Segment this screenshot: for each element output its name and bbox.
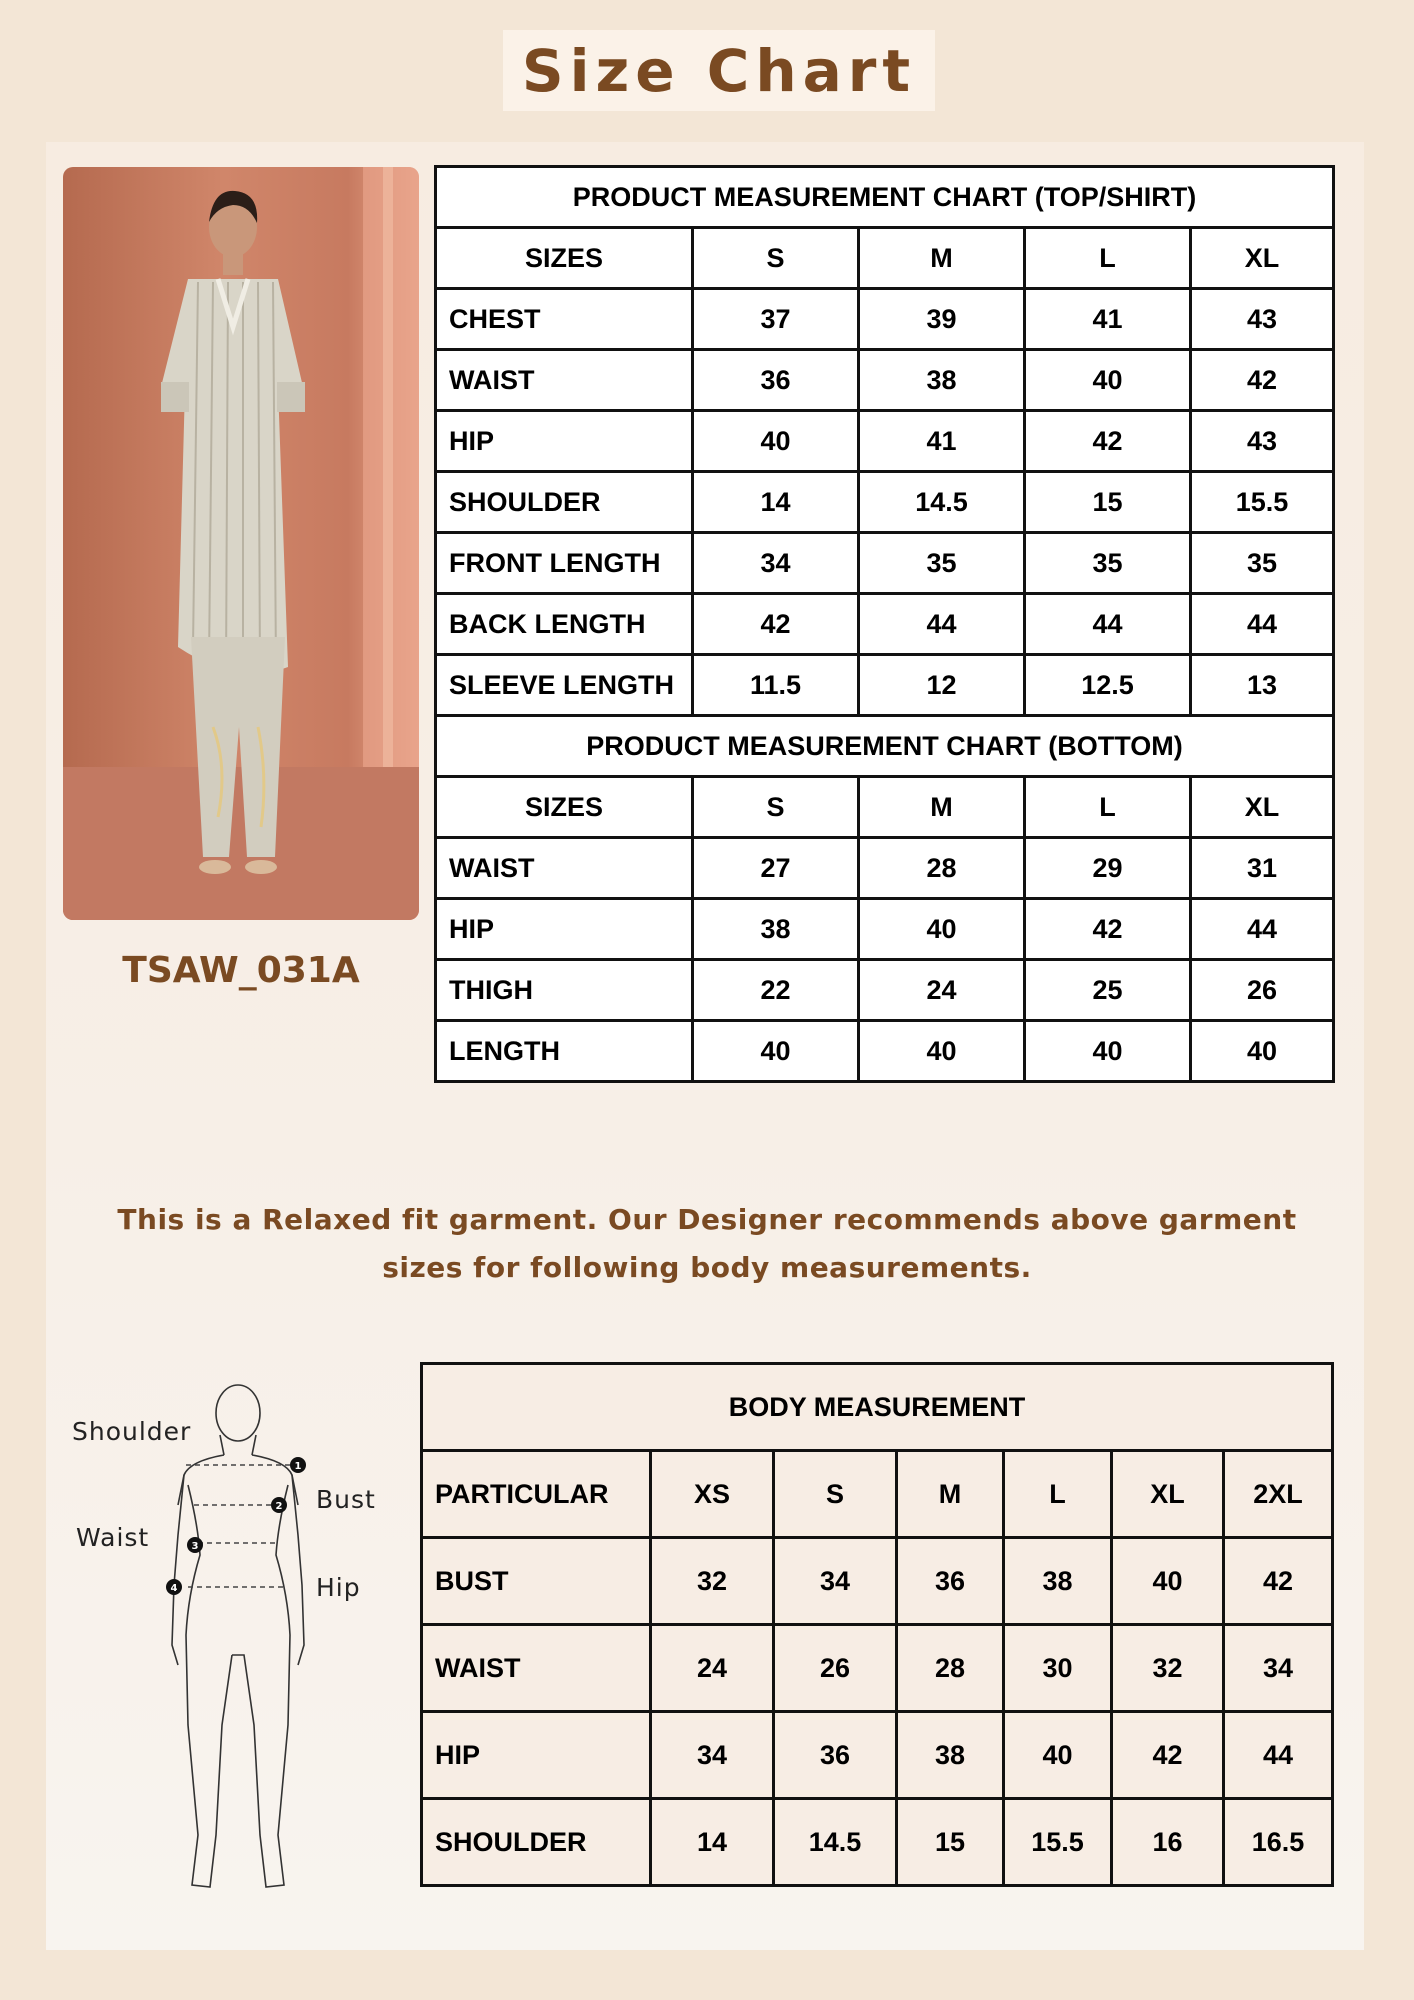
table-cell: 39 bbox=[859, 289, 1025, 350]
table-row bbox=[436, 472, 1334, 533]
table-cell: 43 bbox=[1191, 411, 1334, 472]
table-cell: 22 bbox=[693, 960, 859, 1021]
label-bust: Bust bbox=[316, 1485, 376, 1514]
header-cell: S bbox=[693, 777, 859, 838]
header-cell: SIZES bbox=[436, 228, 693, 289]
marker-3: 3 bbox=[191, 1541, 199, 1552]
row-label: HIP bbox=[422, 1712, 651, 1799]
header-cell: XL bbox=[1191, 228, 1334, 289]
table-cell: 35 bbox=[1025, 533, 1191, 594]
table-cell: 31 bbox=[1191, 838, 1334, 899]
table-row bbox=[436, 594, 1334, 655]
table-cell: 34 bbox=[693, 533, 859, 594]
header-cell: XS bbox=[651, 1451, 774, 1538]
table-cell: 42 bbox=[1025, 411, 1191, 472]
header-cell: SIZES bbox=[436, 777, 693, 838]
table-row bbox=[436, 1021, 1334, 1082]
table-cell: 35 bbox=[1191, 533, 1334, 594]
top-chart-heading: PRODUCT MEASUREMENT CHART (TOP/SHIRT) bbox=[436, 167, 1334, 228]
table-cell: 41 bbox=[859, 411, 1025, 472]
product-photo bbox=[63, 167, 419, 920]
table-cell: 38 bbox=[897, 1712, 1004, 1799]
table-row bbox=[436, 350, 1334, 411]
bottom-chart-heading: PRODUCT MEASUREMENT CHART (BOTTOM) bbox=[436, 716, 1334, 777]
row-label: THIGH bbox=[436, 960, 693, 1021]
label-shoulder: Shoulder bbox=[72, 1417, 192, 1446]
table-row bbox=[436, 289, 1334, 350]
table-row bbox=[422, 1799, 1333, 1886]
header-cell: PARTICULAR bbox=[422, 1451, 651, 1538]
row-label: BUST bbox=[422, 1538, 651, 1625]
table-cell: 41 bbox=[1025, 289, 1191, 350]
table-cell: 42 bbox=[1191, 350, 1334, 411]
table-cell: 27 bbox=[693, 838, 859, 899]
table-row bbox=[436, 838, 1334, 899]
table-row bbox=[436, 899, 1334, 960]
table-cell: 40 bbox=[1004, 1712, 1112, 1799]
table-row bbox=[422, 1625, 1333, 1712]
table-cell: 24 bbox=[651, 1625, 774, 1712]
header-cell: XL bbox=[1191, 777, 1334, 838]
header-cell: L bbox=[1025, 228, 1191, 289]
header-cell: M bbox=[859, 228, 1025, 289]
row-label: WAIST bbox=[422, 1625, 651, 1712]
row-label: SHOULDER bbox=[422, 1799, 651, 1886]
table-row bbox=[436, 533, 1334, 594]
table-cell: 44 bbox=[1025, 594, 1191, 655]
table-cell: 44 bbox=[1191, 594, 1334, 655]
title-banner bbox=[503, 30, 935, 111]
table-cell: 15.5 bbox=[1191, 472, 1334, 533]
table-cell: 29 bbox=[1025, 838, 1191, 899]
row-label: CHEST bbox=[436, 289, 693, 350]
row-label: LENGTH bbox=[436, 1021, 693, 1082]
table-cell: 38 bbox=[693, 899, 859, 960]
table-cell: 38 bbox=[859, 350, 1025, 411]
fit-note-line: sizes for following body measurements. bbox=[382, 1251, 1032, 1284]
table-cell: 44 bbox=[859, 594, 1025, 655]
table-cell: 35 bbox=[859, 533, 1025, 594]
row-label: SHOULDER bbox=[436, 472, 693, 533]
table-cell: 37 bbox=[693, 289, 859, 350]
table-cell: 40 bbox=[1112, 1538, 1224, 1625]
row-label: FRONT LENGTH bbox=[436, 533, 693, 594]
table-cell: 26 bbox=[774, 1625, 897, 1712]
fit-note bbox=[90, 1196, 1324, 1292]
table-cell: 40 bbox=[859, 1021, 1025, 1082]
table-cell: 14.5 bbox=[859, 472, 1025, 533]
table-cell: 14.5 bbox=[774, 1799, 897, 1886]
table-cell: 13 bbox=[1191, 655, 1334, 716]
table-cell: 28 bbox=[859, 838, 1025, 899]
table-row bbox=[422, 1712, 1333, 1799]
table-cell: 40 bbox=[1025, 1021, 1191, 1082]
table-cell: 16 bbox=[1112, 1799, 1224, 1886]
table-cell: 42 bbox=[1224, 1538, 1333, 1625]
label-waist: Waist bbox=[76, 1523, 150, 1552]
table-cell: 42 bbox=[1025, 899, 1191, 960]
table-cell: 34 bbox=[774, 1538, 897, 1625]
table-row bbox=[436, 655, 1334, 716]
table-cell: 24 bbox=[859, 960, 1025, 1021]
header-cell: S bbox=[774, 1451, 897, 1538]
table-cell: 11.5 bbox=[693, 655, 859, 716]
table-cell: 40 bbox=[859, 899, 1025, 960]
header-cell: M bbox=[897, 1451, 1004, 1538]
header-cell: L bbox=[1004, 1451, 1112, 1538]
table-cell: 36 bbox=[897, 1538, 1004, 1625]
table-cell: 36 bbox=[693, 350, 859, 411]
table-cell: 44 bbox=[1191, 899, 1334, 960]
row-label: WAIST bbox=[436, 838, 693, 899]
table-cell: 34 bbox=[651, 1712, 774, 1799]
table-cell: 32 bbox=[651, 1538, 774, 1625]
header-cell: 2XL bbox=[1224, 1451, 1333, 1538]
marker-2: 2 bbox=[275, 1501, 283, 1512]
table-cell: 25 bbox=[1025, 960, 1191, 1021]
body-outline-illustration bbox=[60, 1365, 400, 1920]
marker-4: 4 bbox=[170, 1583, 178, 1594]
table-row bbox=[422, 1538, 1333, 1625]
row-label: SLEEVE LENGTH bbox=[436, 655, 693, 716]
table-row bbox=[436, 960, 1334, 1021]
fit-note-line: This is a Relaxed fit garment. Our Designer recommends above garment bbox=[117, 1203, 1297, 1236]
header-cell: S bbox=[693, 228, 859, 289]
label-hip: Hip bbox=[316, 1573, 361, 1602]
table-cell: 15 bbox=[1025, 472, 1191, 533]
table-cell: 14 bbox=[693, 472, 859, 533]
table-cell: 38 bbox=[1004, 1538, 1112, 1625]
table-cell: 15.5 bbox=[1004, 1799, 1112, 1886]
table-cell: 12.5 bbox=[1025, 655, 1191, 716]
table-cell: 14 bbox=[651, 1799, 774, 1886]
body-header-row bbox=[422, 1451, 1333, 1538]
product-measurement-table bbox=[434, 165, 1335, 1083]
body-figure bbox=[60, 1365, 400, 1920]
table-cell: 40 bbox=[1025, 350, 1191, 411]
product-sku: TSAW_031A bbox=[122, 950, 360, 991]
table-cell: 15 bbox=[897, 1799, 1004, 1886]
row-label: HIP bbox=[436, 411, 693, 472]
header-cell: XL bbox=[1112, 1451, 1224, 1538]
model-illustration bbox=[63, 167, 419, 920]
marker-1: 1 bbox=[294, 1461, 302, 1472]
table-cell: 42 bbox=[693, 594, 859, 655]
row-label: BACK LENGTH bbox=[436, 594, 693, 655]
table-cell: 43 bbox=[1191, 289, 1334, 350]
row-label: WAIST bbox=[436, 350, 693, 411]
table-cell: 40 bbox=[1191, 1021, 1334, 1082]
table-cell: 36 bbox=[774, 1712, 897, 1799]
table-cell: 32 bbox=[1112, 1625, 1224, 1712]
table-cell: 26 bbox=[1191, 960, 1334, 1021]
body-chart-heading: BODY MEASUREMENT bbox=[422, 1364, 1333, 1451]
row-label: HIP bbox=[436, 899, 693, 960]
table-cell: 42 bbox=[1112, 1712, 1224, 1799]
table-cell: 34 bbox=[1224, 1625, 1333, 1712]
table-cell: 12 bbox=[859, 655, 1025, 716]
table-cell: 40 bbox=[693, 411, 859, 472]
table-cell: 28 bbox=[897, 1625, 1004, 1712]
bottom-header-row bbox=[436, 777, 1334, 838]
body-measurement-table bbox=[420, 1362, 1334, 1887]
top-header-row bbox=[436, 228, 1334, 289]
table-cell: 40 bbox=[693, 1021, 859, 1082]
header-cell: M bbox=[859, 777, 1025, 838]
header-cell: L bbox=[1025, 777, 1191, 838]
table-cell: 16.5 bbox=[1224, 1799, 1333, 1886]
table-cell: 30 bbox=[1004, 1625, 1112, 1712]
table-row bbox=[436, 411, 1334, 472]
page-title: Size Chart bbox=[521, 36, 917, 105]
table-cell: 44 bbox=[1224, 1712, 1333, 1799]
